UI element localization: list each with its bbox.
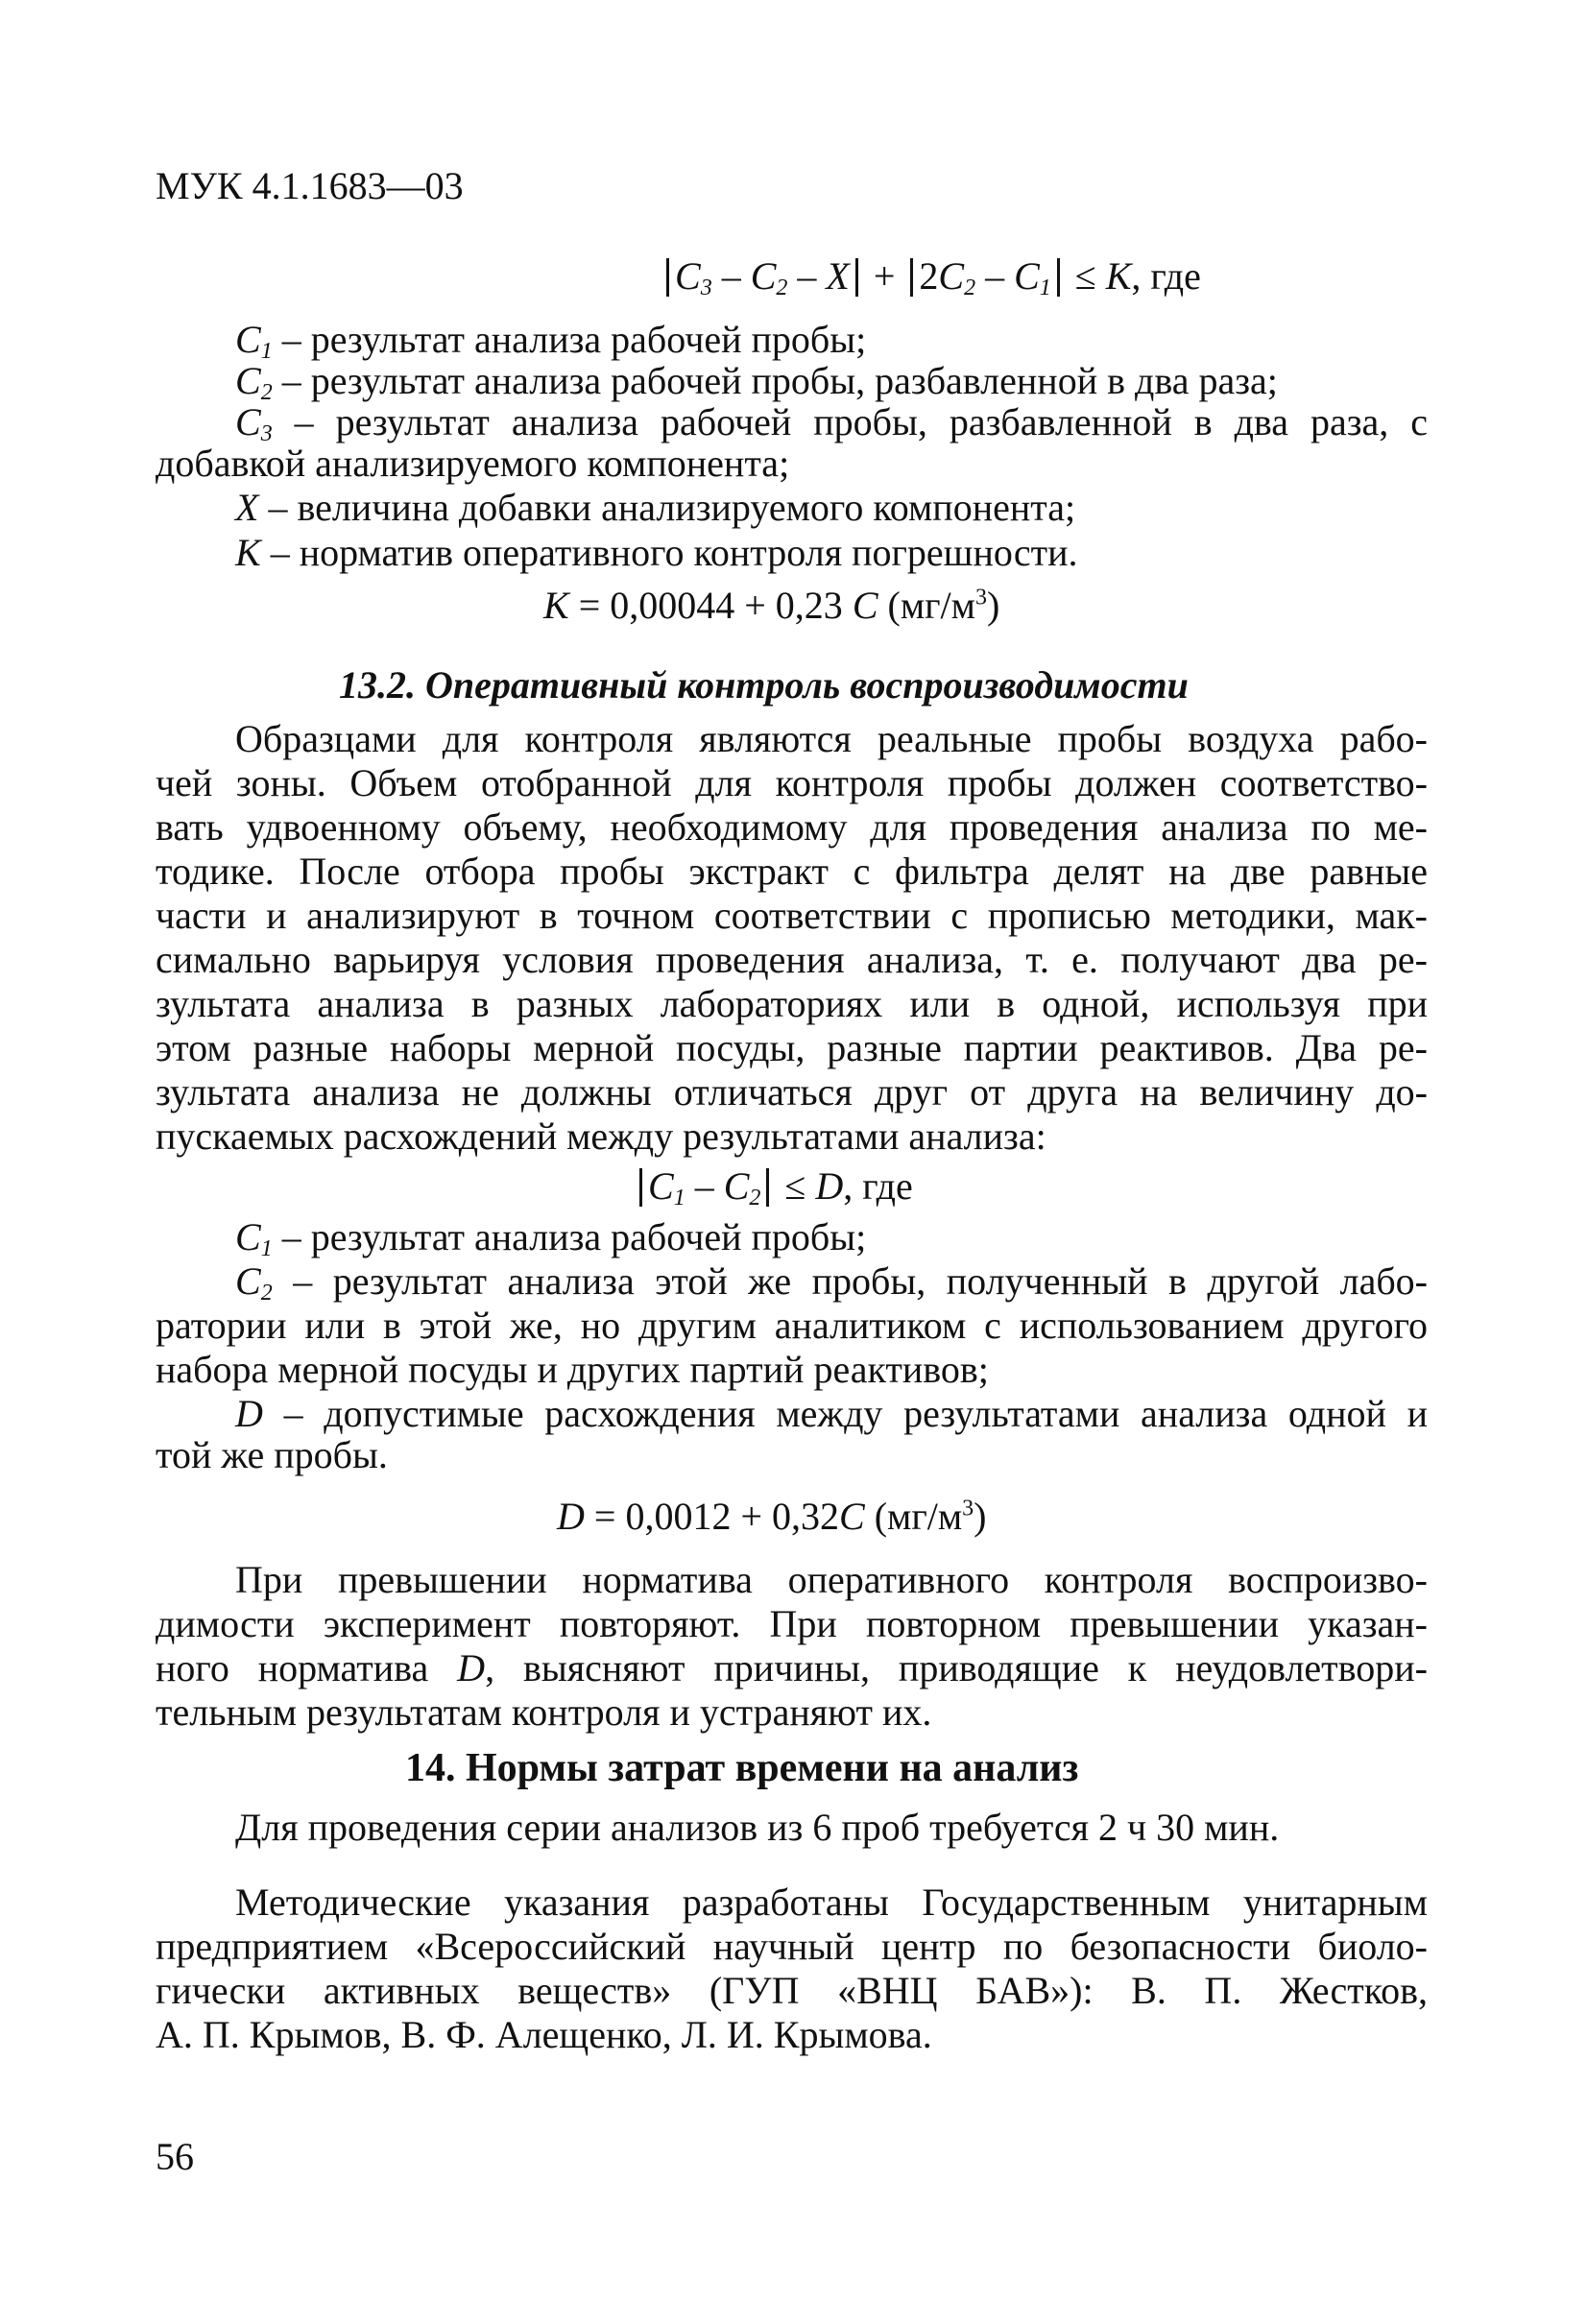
definition-c1: $C_1$ – результат анализа рабочей пробы; [235, 1215, 867, 1261]
section-14-text: Для проведения серии анализов из 6 проб требуется 2 ч 30 мин. [235, 1806, 1280, 1849]
definition-c1: $C_1$ – результат анализа рабочей пробы; [235, 318, 867, 364]
section-heading-13-2: 13.2. Оперативный контроль воспроизводимости [339, 663, 1189, 707]
definition-c3-cont: добавкой анализируемого компонента; [156, 442, 790, 485]
paragraph-line: Образцами для контроля являются реальные пробы воздуха рабо- [235, 717, 1428, 760]
paragraph-line: тельным результатам контроля и устраняют их. [156, 1690, 932, 1734]
paragraph-line: ного норматива D, выясняют причины, приводящие к неудовлетвори- [156, 1646, 1429, 1689]
paragraph-line: тодике. После отбора пробы экстракт с фильтра делят на две равные [156, 850, 1428, 893]
paragraph-line: димости эксперимент повторяют. При повторном превышении указан- [156, 1602, 1428, 1645]
paragraph-line: зультата анализа не должны отличаться друг от друга на величину до- [156, 1070, 1428, 1114]
paragraph-line: части и анализируют в точном соответствии с прописью методики, мак- [156, 894, 1428, 937]
definition-c3: $C_3$ – результат анализа рабочей пробы, разбавленной в два раза, с [235, 400, 1428, 446]
paragraph-line: При превышении норматива оперативного контроля воспроизво- [235, 1558, 1428, 1601]
definition-d-cont: той же пробы. [156, 1433, 388, 1476]
definition-d: D – допустимые расхождения между результатами анализа одной и [235, 1392, 1428, 1435]
definition-k: K – норматив оперативного контроля погрешности. [235, 531, 1078, 574]
paragraph-line: зультата анализа в разных лабораториях или в одной, используя при [156, 982, 1428, 1025]
definition-c2-cont: набора мерной посуды и других партий реактивов; [156, 1348, 989, 1391]
credits-line: предприятием «Всероссийский научный центр по безопасности биоло- [156, 1925, 1428, 1968]
definition-x: X – величина добавки анализируемого компонента; [235, 486, 1076, 529]
paragraph-line: вать удвоенному объему, необходимому для проведения анализа по ме- [156, 805, 1428, 849]
formula-k-norm: K = 0,00044 + 0,23 C $(мг/м^3)$ [543, 584, 1000, 627]
definition-c2: $C_2$ – результат анализа рабочей пробы, разбавленной в два раза; [235, 359, 1278, 405]
paragraph-line: симально варьируя условия проведения анализа, т. е. получают два ре- [156, 938, 1428, 981]
credits-line: гически активных веществ» (ГУП «ВНЦ БАВ»): В. П. Жестков, [156, 1969, 1428, 2012]
definition-c2-cont: ратории или в этой же, но другим аналитиком с использованием другого [156, 1304, 1428, 1347]
section-heading-14: 14. Нормы затрат времени на анализ [405, 1746, 1079, 1790]
paragraph-line: пускаемых расхождений между результатами анализа: [156, 1114, 1046, 1158]
credits-line: А. П. Крымов, В. Ф. Алещенко, Л. И. Крымова. [156, 2013, 932, 2056]
page-number: 56 [156, 2135, 194, 2178]
credits-line: Методические указания разработаны Государственным унитарным [235, 1881, 1428, 1924]
formula-reproducibility: $C_1 - C_2 \le D$, где [634, 1163, 913, 1210]
formula-d-norm: D = 0,0012 + 0,32C $(мг/м^3)$ [557, 1495, 987, 1538]
definition-c2: $C_2$ – результат анализа этой же пробы, полученный в другой лабо- [235, 1259, 1428, 1306]
paragraph-line: чей зоны. Объем отобранной для контроля пробы должен соответство- [156, 761, 1428, 804]
paragraph-line: этом разные наборы мерной посуды, разные партии реактивов. Два ре- [156, 1026, 1428, 1069]
formula-accuracy-check: $C_3 - C_2 - X + 2C_2 - C_1 \le K$, где [661, 253, 1201, 299]
doc-code: МУК 4.1.1683—03 [156, 164, 464, 207]
